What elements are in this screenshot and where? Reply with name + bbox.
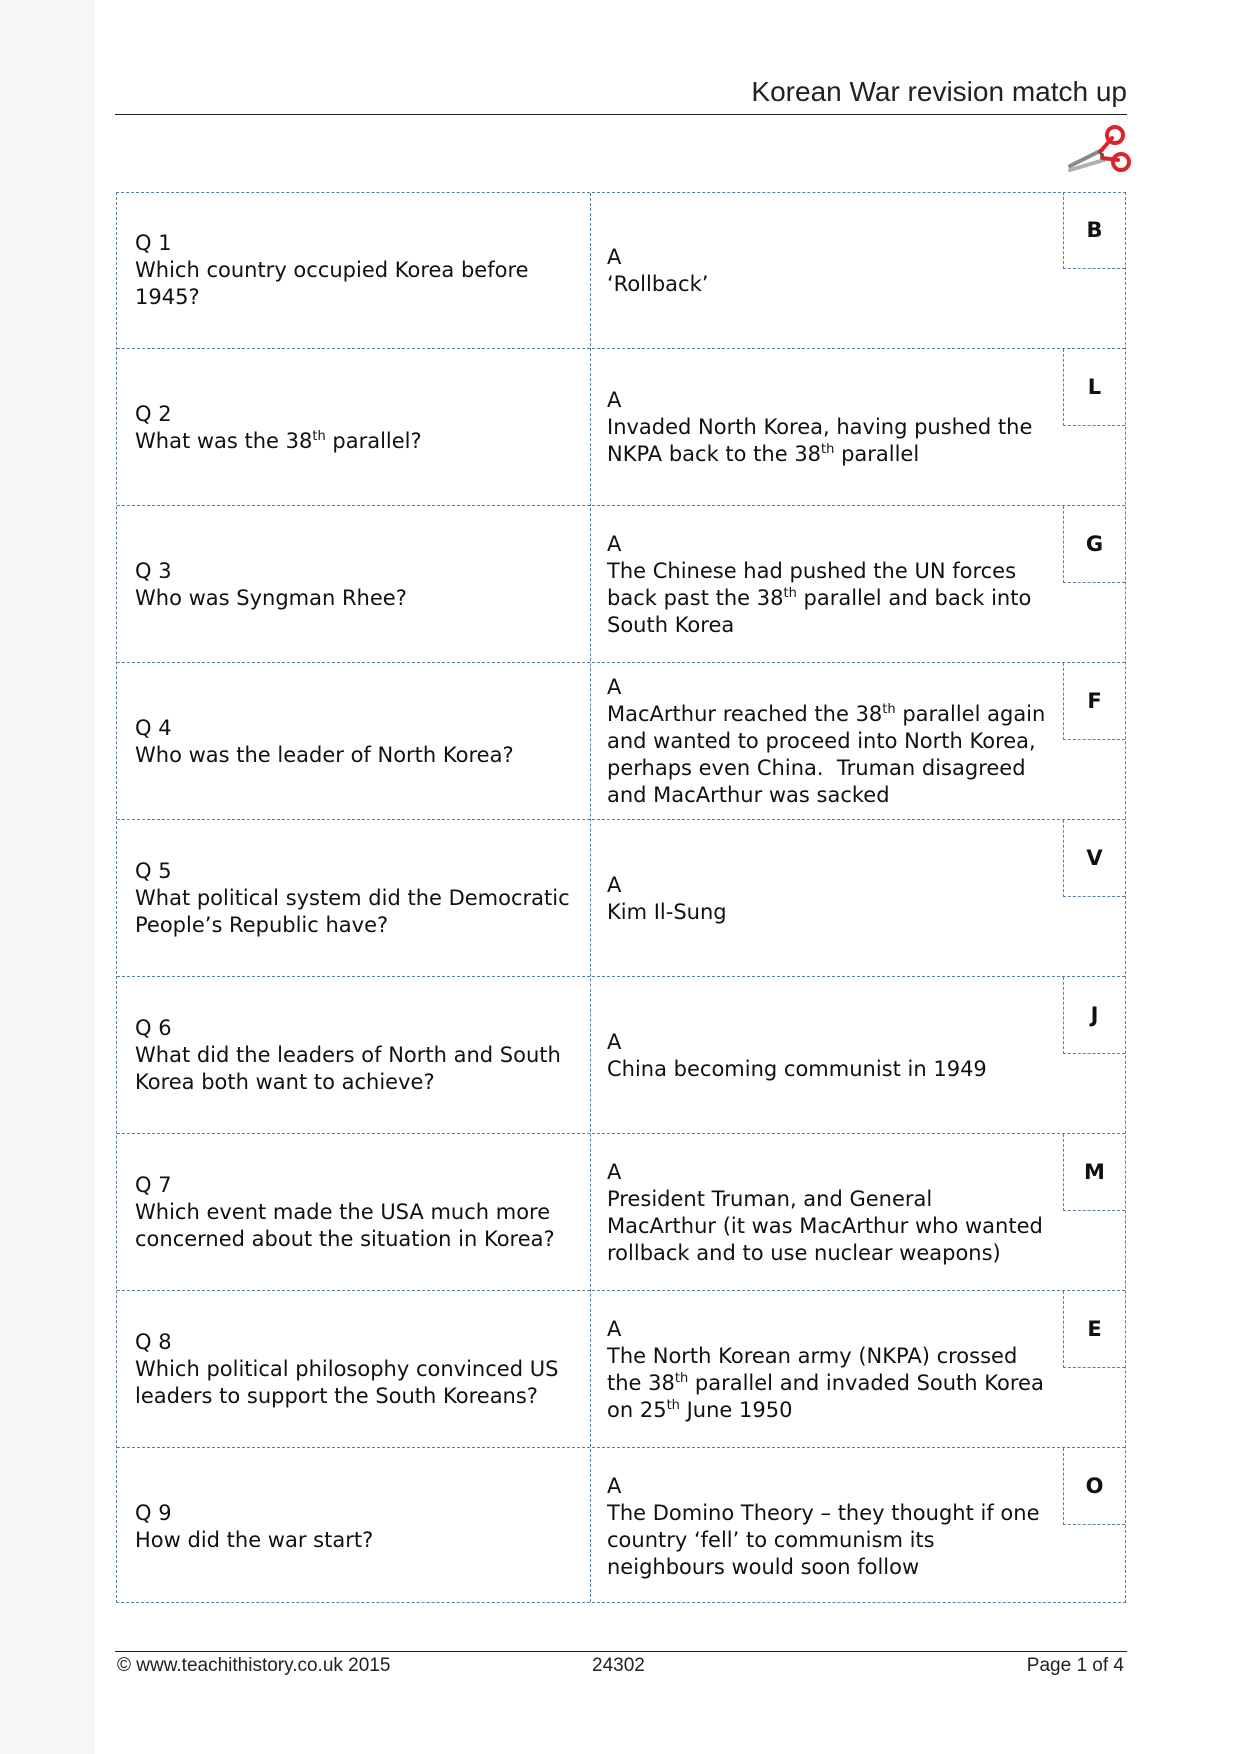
answer-card [607, 1291, 1047, 1448]
scissors-icon [1066, 124, 1132, 180]
answer-text: The North Korean army (NKPA) crossed the 38th parallel and invaded South Korea on 25th June 1950 [607, 1343, 1044, 1422]
question-card [135, 820, 575, 977]
answer-label: A [607, 531, 622, 556]
question-number: Q 8 [135, 1330, 172, 1354]
footer-rule [115, 1651, 1127, 1652]
answer-text: MacArthur reached the 38th parallel again and wanted to proceed into North Korea, perhaps even China. Truman disagreed and MacArthur was sacked [607, 702, 1046, 807]
question-number: Q 7 [135, 1173, 172, 1197]
question-text: Which country occupied Korea before 1945? [135, 258, 529, 309]
card-row [117, 820, 1125, 977]
answer-label: A [607, 1473, 622, 1498]
question-card [135, 506, 575, 663]
answer-text: The Domino Theory – they thought if one country ‘fell’ to communism its neighbours would soon follow [607, 1500, 1040, 1579]
question-card [135, 192, 575, 349]
question-number: Q 4 [135, 715, 172, 740]
card-row [117, 1448, 1125, 1605]
answer-label: A [607, 1029, 622, 1054]
answer-letter-tab: F [1063, 663, 1125, 740]
question-text: What political system did the Democratic People’s Republic have? [135, 886, 570, 937]
answer-text: China becoming communist in 1949 [607, 1056, 987, 1081]
answer-label: A [607, 1159, 622, 1184]
match-up-cards [116, 192, 1126, 1603]
question-card [135, 349, 575, 506]
answer-label: A [607, 388, 622, 412]
question-text: What did the leaders of North and South Korea both want to achieve? [135, 1043, 561, 1094]
card-row [117, 192, 1125, 349]
title-rule [115, 114, 1127, 115]
answer-label: A [607, 872, 622, 897]
question-text: Who was Syngman Rhee? [135, 585, 407, 610]
card-row [117, 1134, 1125, 1291]
answer-label: A [607, 244, 622, 269]
question-text: Which event made the USA much more concerned about the situation in Korea? [135, 1200, 555, 1251]
card-row [117, 506, 1125, 663]
question-text: What was the 38th parallel? [135, 428, 422, 453]
answer-letter-tab: E [1063, 1291, 1125, 1368]
page-title: Korean War revision match up [751, 76, 1127, 107]
question-text: Who was the leader of North Korea? [135, 742, 514, 767]
footer-copyright: © www.teachithistory.co.uk 2015 [117, 1655, 391, 1676]
question-card [135, 1134, 575, 1291]
card-row [117, 663, 1125, 820]
answer-label: A [607, 1316, 622, 1341]
answer-letter-tab: J [1063, 977, 1125, 1054]
question-number: Q 2 [135, 401, 172, 426]
question-number: Q 5 [135, 859, 172, 883]
card-row [117, 977, 1125, 1134]
answer-text: President Truman, and General MacArthur (it was MacArthur who wanted rollback and to use nuclear weapons) [607, 1186, 1043, 1265]
answer-card [607, 977, 1047, 1134]
question-card [135, 663, 575, 820]
answer-text: ‘Rollback’ [607, 271, 709, 296]
question-number: Q 1 [135, 231, 172, 255]
card-row [117, 1291, 1125, 1448]
question-text: Which political philosophy convinced US leaders to support the South Koreans? [135, 1357, 559, 1408]
answer-text: Invaded North Korea, having pushed the NKPA back to the 38th parallel [607, 415, 1033, 466]
answer-card [607, 663, 1047, 820]
answer-letter-tab: M [1063, 1134, 1125, 1211]
answer-text: Kim Il-Sung [607, 899, 727, 924]
answer-card [607, 506, 1047, 663]
question-card [135, 1448, 575, 1605]
footer-page-number: Page 1 of 4 [1026, 1655, 1124, 1676]
answer-letter-tab: B [1063, 192, 1125, 269]
answer-card [607, 349, 1047, 506]
answer-card [607, 820, 1047, 977]
answer-card [607, 192, 1047, 349]
answer-letter-tab: L [1063, 349, 1125, 426]
answer-text: The Chinese had pushed the UN forces back past the 38th parallel and back into South Korea [607, 558, 1032, 637]
footer-code: 24302 [592, 1655, 645, 1676]
question-card [135, 977, 575, 1134]
question-number: Q 6 [135, 1016, 172, 1040]
question-text: How did the war start? [135, 1527, 374, 1552]
answer-letter-tab: V [1063, 820, 1125, 897]
answer-label: A [607, 675, 622, 699]
question-number: Q 3 [135, 558, 172, 583]
answer-letter-tab: G [1063, 506, 1125, 583]
question-card [135, 1291, 575, 1448]
card-row [117, 349, 1125, 506]
answer-card [607, 1134, 1047, 1291]
question-number: Q 9 [135, 1500, 172, 1525]
page-margin-shade [0, 0, 95, 1754]
answer-card [607, 1448, 1047, 1605]
answer-letter-tab: O [1063, 1448, 1125, 1525]
